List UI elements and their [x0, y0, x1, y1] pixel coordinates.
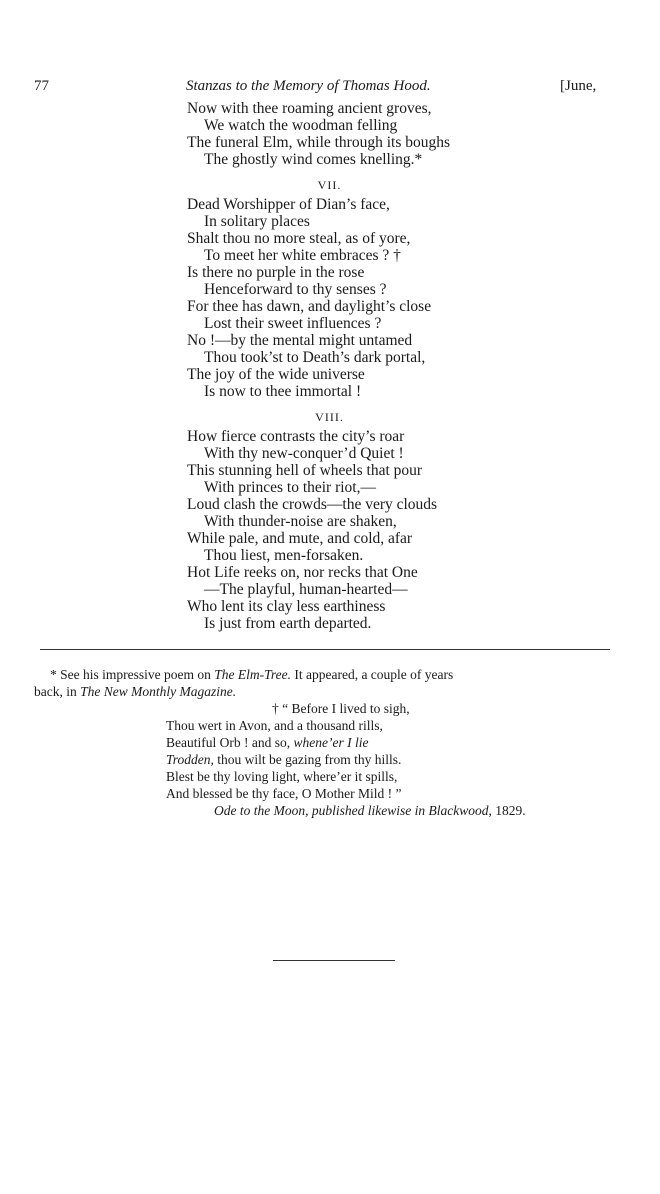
poem-line: —The playful, human-hearted— [204, 581, 408, 598]
stanza-vii [187, 196, 587, 400]
quote-text: thou wilt be gazing from thy hills. [213, 752, 402, 767]
poem-line: To meet her white embraces ? † [204, 247, 401, 264]
footnote-2-quote [34, 717, 614, 819]
footnote-text: It appeared, a couple of years [290, 667, 454, 682]
poem-body [187, 100, 587, 632]
stanza-numeral-viii: VIII. [315, 410, 344, 424]
stanza-viii [187, 428, 587, 632]
footnote-magazine-title: The New Monthly Magazine. [80, 684, 237, 699]
source-year: 1829. [491, 803, 526, 818]
quote-text: Beautiful Orb ! and so, [166, 735, 294, 750]
poem-line: With princes to their riot,— [204, 479, 376, 496]
poem-line: How fierce contrasts the city’s roar [187, 428, 405, 445]
page-number: 77 [34, 78, 49, 94]
source-text: Ode to the Moon, published likewise in Blackwood, [214, 803, 492, 818]
footnotes [34, 666, 614, 819]
poem-line: While pale, and mute, and cold, afar [187, 530, 413, 547]
footnote-divider [40, 649, 610, 650]
poem-line: Dead Worshipper of Dian’s face, [187, 196, 390, 213]
poem-line: Thou liest, men-forsaken. [204, 547, 364, 564]
running-title: Stanzas to the Memory of Thomas Hood. [186, 78, 431, 94]
poem-line: The joy of the wide universe [187, 366, 365, 383]
poem-line: With thunder-noise are shaken, [204, 513, 397, 530]
quote-line: Thou wert in Avon, and a thousand rills, [166, 718, 383, 733]
poem-line: Is now to thee immortal ! [204, 383, 362, 400]
poem-line: Now with thee roaming ancient groves, [187, 100, 432, 117]
poem-line: With thy new-conquer’d Quiet ! [204, 445, 404, 462]
poem-line: Thou took’st to Death’s dark portal, [204, 349, 426, 366]
quote-line [34, 751, 614, 768]
poem-line: This stunning hell of wheels that pour [187, 462, 423, 479]
quote-italic-text: whene’er I lie [293, 735, 369, 750]
poem-line: The ghostly wind comes knelling.* [204, 151, 423, 168]
poem-line: We watch the woodman felling [204, 117, 398, 134]
opening-stanza [187, 100, 587, 168]
stanza-numeral-vii: VII. [317, 178, 342, 192]
poem-line: Henceforward to thy senses ? [204, 281, 387, 298]
poem-line: Loud clash the crowds—the very clouds [187, 496, 438, 513]
poem-line: Hot Life reeks on, nor recks that One [187, 564, 418, 581]
quote-italic-text: Trodden, [166, 752, 214, 767]
end-rule [273, 960, 395, 961]
footnote-1-line-2 [34, 683, 614, 700]
poem-line: Is there no purple in the rose [187, 264, 365, 281]
quote-source [34, 802, 614, 819]
poem-line: Shalt thou no more steal, as of yore, [187, 230, 411, 247]
poem-line: The funeral Elm, while through its boughs [187, 134, 451, 151]
footnote-title: The Elm-Tree. [214, 667, 291, 682]
poem-line: Who lent its clay less earthiness [187, 598, 386, 615]
poem-line: In solitary places [204, 213, 310, 230]
quote-line: Blest be thy loving light, where’er it spills, [166, 769, 398, 784]
poem-line: No !—by the mental might untamed [187, 332, 413, 349]
footnote-text: back, in [34, 684, 81, 699]
footnote-text: * See his impressive poem on [50, 667, 215, 682]
poem-line: For thee has dawn, and daylight’s close [187, 298, 432, 315]
quote-line [34, 734, 614, 751]
poem-line: Lost their sweet influences ? [204, 315, 382, 332]
quote-line: And blessed be thy face, O Mother Mild ! ” [166, 786, 402, 801]
footnote-1-line-1 [34, 666, 614, 683]
month-label: [June, [560, 78, 597, 94]
footnote-2-dagger-line: † “ Before I lived to sigh, [272, 701, 410, 716]
poem-line: Is just from earth departed. [204, 615, 372, 632]
page-header [0, 78, 660, 98]
